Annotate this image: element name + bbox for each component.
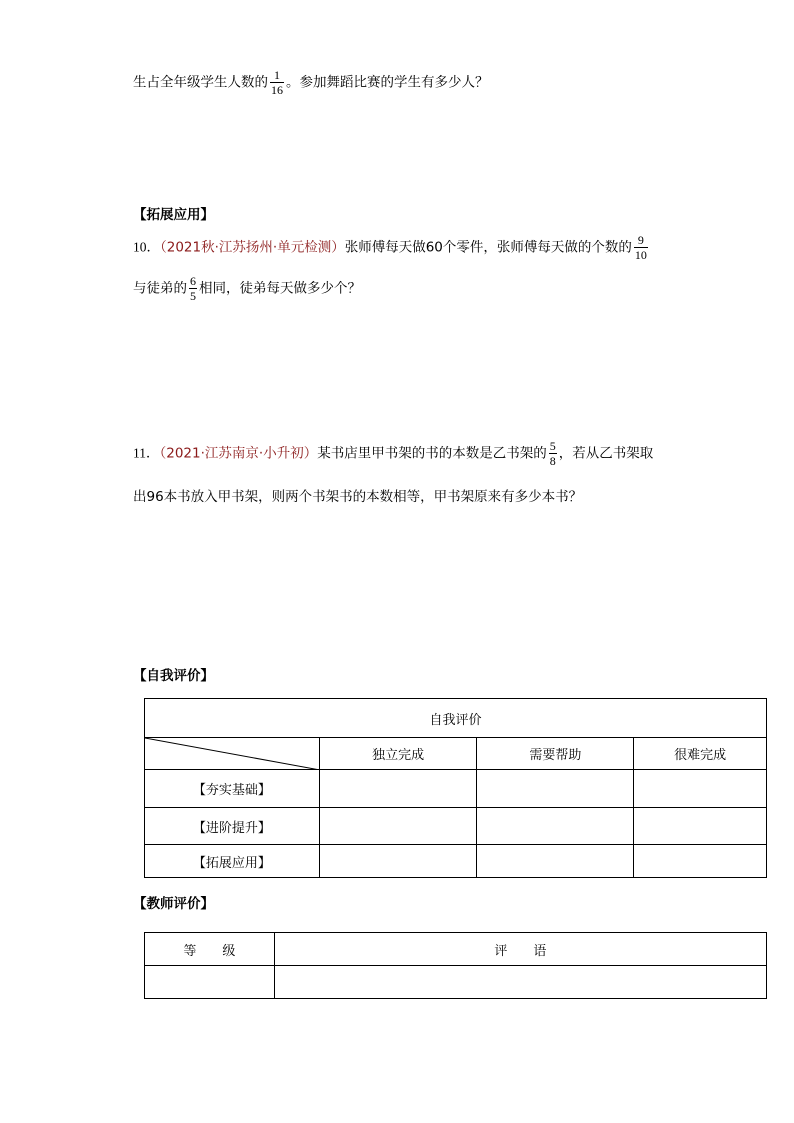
eval-cell[interactable] bbox=[319, 808, 477, 845]
eval-cell[interactable] bbox=[634, 808, 767, 845]
column-header: 需要帮助 bbox=[477, 738, 634, 770]
q9-text-after: 。参加舞蹈比赛的学生有多少人？ bbox=[286, 74, 489, 91]
self-eval-heading: 【自我评价】 bbox=[133, 668, 214, 684]
teacher-eval-table bbox=[144, 932, 767, 999]
self-eval-table bbox=[144, 698, 767, 878]
q11-text1: 某书店里甲书架的书的本数是乙书架的 bbox=[317, 445, 547, 462]
question-source: （2021秋·江苏扬州·单元检测） bbox=[160, 239, 345, 256]
fraction-numerator: 9 bbox=[634, 233, 648, 248]
grade-cell[interactable] bbox=[145, 966, 275, 999]
q9-continuation bbox=[133, 68, 489, 97]
diagonal-header-cell bbox=[145, 738, 320, 770]
question-number: 11． bbox=[133, 445, 160, 461]
question-source: （2021·江苏南京·小升初） bbox=[159, 445, 318, 462]
table-title: 自我评价 bbox=[145, 699, 767, 738]
fraction-numerator: 5 bbox=[549, 439, 556, 453]
fraction-denominator: 5 bbox=[190, 289, 196, 303]
fraction-numerator: 6 bbox=[190, 274, 196, 288]
grade-header: 等 级 bbox=[145, 933, 275, 966]
column-header: 很难完成 bbox=[634, 738, 767, 770]
eval-cell[interactable] bbox=[634, 770, 767, 808]
table-row bbox=[145, 966, 767, 999]
fraction-denominator: 10 bbox=[634, 248, 647, 262]
comment-header: 评 语 bbox=[274, 933, 766, 966]
row-header: 【夯实基础】 bbox=[145, 770, 320, 808]
q11-line1 bbox=[133, 439, 653, 468]
fraction-numerator: 1 bbox=[270, 68, 284, 83]
row-header: 【进阶提升】 bbox=[145, 808, 320, 845]
fraction bbox=[634, 233, 648, 262]
q10-text1: 张师傅每天做60个零件，张师傅每天做的个数的 bbox=[344, 239, 632, 256]
eval-cell[interactable] bbox=[477, 770, 634, 808]
q9-text-before: 生占全年级学生人数的 bbox=[133, 74, 268, 91]
fraction bbox=[189, 274, 197, 303]
q10-line2 bbox=[133, 274, 361, 303]
section-heading-extension: 【拓展应用】 bbox=[133, 207, 214, 223]
q10-text2: 与徒弟的 bbox=[133, 280, 187, 297]
comment-cell[interactable] bbox=[274, 966, 766, 999]
q11-text2: ，若从乙书架取 bbox=[558, 445, 654, 462]
fraction bbox=[270, 68, 284, 97]
table-row bbox=[145, 770, 767, 808]
eval-cell[interactable] bbox=[634, 845, 767, 878]
q10-line1 bbox=[133, 233, 650, 262]
fraction-denominator: 8 bbox=[549, 454, 556, 468]
table-row bbox=[145, 808, 767, 845]
q11-line2: 出96本书放入甲书架，则两个书架书的本数相等，甲书架原来有多少本书？ bbox=[133, 489, 583, 505]
q10-text3: 相同，徒弟每天做多少个？ bbox=[199, 280, 361, 297]
eval-cell[interactable] bbox=[477, 845, 634, 878]
fraction-denominator: 16 bbox=[271, 83, 283, 97]
teacher-eval-heading: 【教师评价】 bbox=[133, 896, 214, 912]
row-header: 【拓展应用】 bbox=[145, 845, 320, 878]
diagonal-line bbox=[145, 738, 320, 770]
fraction bbox=[549, 439, 557, 468]
eval-cell[interactable] bbox=[319, 770, 477, 808]
question-number: 10． bbox=[133, 239, 160, 255]
eval-cell[interactable] bbox=[477, 808, 634, 845]
eval-cell[interactable] bbox=[319, 845, 477, 878]
table-row bbox=[145, 845, 767, 878]
column-header: 独立完成 bbox=[319, 738, 477, 770]
